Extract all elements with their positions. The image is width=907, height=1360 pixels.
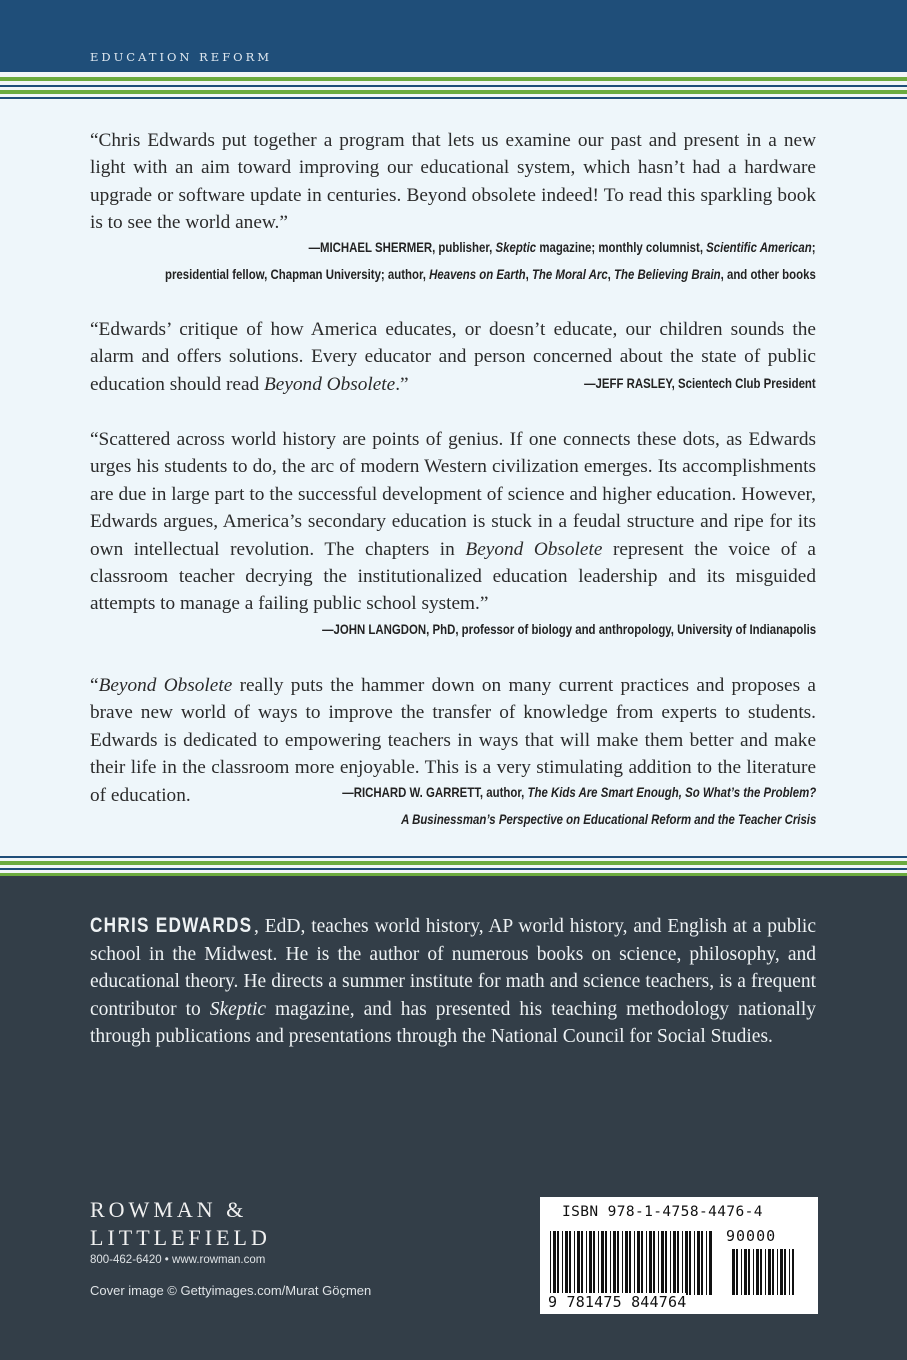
attribution-shermer-1: —MICHAEL SHERMER, publisher, Skeptic magazine; monthly columnist, Scientific American; — [309, 240, 816, 255]
barcode-bar — [741, 1249, 742, 1295]
publisher-logo-line2: LITTLEFIELD — [90, 1225, 271, 1250]
attribution-langdon: —JOHN LANGDON, PhD, professor of biology and anthropology, University of Indianapolis — [322, 622, 816, 637]
publisher-contact: 800-462-6420 • www.rowman.com — [90, 1254, 266, 1266]
barcode-bar — [649, 1231, 652, 1295]
quote-rasley: “Edwards’ critique of how America educates, or doesn’t educate, our children sounds the alarm and offers solutions. Every educator and person concerned about the state of public education should read Beyond Obsolete.” — [90, 319, 816, 395]
barcode-bar — [581, 1231, 583, 1295]
author-bio-text: , EdD, teaches world history, AP world history, and English at a public school in the Midwest. He is the author of numerous books on science, philosophy, and educational theory. He directs a summer institute for math and science teachers, is a frequent contributor to Skeptic magazine, and has presented his teaching methodology nationally through publications and presentations through the National Council for Social Studies. — [90, 916, 816, 1048]
barcode-bar — [756, 1249, 759, 1295]
barcode-bar — [694, 1231, 695, 1295]
barcode-bar — [586, 1231, 587, 1295]
barcode-bar — [772, 1249, 774, 1295]
barcode-block — [540, 1197, 818, 1314]
barcode-bar — [677, 1231, 679, 1295]
top-blue-rule — [0, 85, 907, 87]
barcode-bar — [661, 1231, 664, 1295]
barcode-bar — [622, 1231, 623, 1295]
publisher-logo-line1: ROWMAN & — [90, 1197, 248, 1222]
top-green-rule-2 — [0, 90, 907, 94]
barcode-bar — [689, 1231, 691, 1295]
isbn-text: ISBN 978-1-4758-4476-4 — [562, 1204, 763, 1220]
barcode-bar — [610, 1231, 611, 1295]
barcode-bar — [613, 1231, 616, 1295]
ean-digits: 9 781475 844764 — [548, 1293, 687, 1311]
barcode-bar — [601, 1231, 604, 1295]
barcode-bar — [760, 1249, 762, 1295]
cover-credit: Cover image © Gettyimages.com/Murat Göçmen — [90, 1283, 372, 1298]
barcode-bar — [744, 1249, 747, 1295]
barcode-bar — [753, 1249, 754, 1295]
barcode-bar — [629, 1231, 631, 1295]
quote-langdon: “Scattered across world history are points of genius. If one connects these dots, as Edwards urges his students to do, the arc of modern Western civilization emerges. Its accomplishments are due in large part to the successful development of science and higher education. However, Edwards argues, America’s secondary education is stuck in a feudal structure and ripe for its own intellectual revolution. The chapters in Beyond Obsolete represent the voice of a classroom teacher decrying the institutionalized education leadership and its misguided attempts to manage a failing public school system.” — [90, 429, 816, 615]
top-green-rule — [0, 77, 907, 81]
barcode-bar — [777, 1249, 778, 1295]
barcode-bar — [789, 1249, 790, 1295]
author-name: CHRIS EDWARDS — [90, 914, 253, 937]
barcode-bar — [553, 1231, 556, 1295]
barcode-bar — [637, 1231, 640, 1295]
barcode-bar — [780, 1249, 783, 1295]
addon-barcode-bars — [732, 1249, 794, 1295]
barcode-bar — [706, 1231, 707, 1295]
series-label: EDUCATION REFORM — [90, 50, 273, 64]
barcode-bar — [697, 1231, 700, 1295]
barcode-bar — [658, 1231, 659, 1295]
barcode-bar — [673, 1231, 676, 1295]
attribution-garrett-2: A Businessman’s Perspective on Educational Reform and the Teacher Crisis — [400, 812, 816, 827]
barcode-bar — [605, 1231, 607, 1295]
barcode-bar — [562, 1231, 563, 1295]
barcode-bar — [709, 1231, 712, 1295]
attribution-shermer-2: presidential fellow, Chapman University; author, Heavens on Earth, The Moral Arc, The Believing Brain, and other books — [165, 267, 816, 282]
barcode-bar — [670, 1231, 671, 1295]
barcode-bar — [617, 1231, 619, 1295]
top-blue-rule-2 — [0, 97, 907, 99]
barcode-bar — [625, 1231, 628, 1295]
barcode-bar — [665, 1231, 667, 1295]
barcode-bar — [792, 1249, 794, 1295]
barcode-bar — [589, 1231, 592, 1295]
barcode-bar — [732, 1249, 735, 1295]
attribution-rasley: —JEFF RASLEY, Scientech Club President — [584, 376, 816, 391]
bottom-green-rule — [0, 861, 907, 865]
barcode-bar — [577, 1231, 580, 1295]
barcode-bar — [701, 1231, 703, 1295]
barcode-bar — [574, 1231, 575, 1295]
price-code: 90000 — [726, 1227, 777, 1245]
barcode-bar — [682, 1231, 683, 1295]
bottom-blue-rule — [0, 856, 907, 858]
barcode-bar — [736, 1249, 738, 1295]
barcode-bar — [646, 1231, 647, 1295]
ean-barcode-bars — [550, 1231, 712, 1295]
author-bio — [90, 912, 816, 1051]
barcode-bar — [569, 1231, 571, 1295]
barcode-bar — [634, 1231, 635, 1295]
barcode-bar — [641, 1231, 643, 1295]
bottom-blue-rule-2 — [0, 868, 907, 870]
barcode-bar — [598, 1231, 599, 1295]
barcode-bar — [784, 1249, 786, 1295]
barcode-bar — [748, 1249, 750, 1295]
barcode-bar — [557, 1231, 559, 1295]
barcode-bar — [765, 1249, 766, 1295]
barcode-bar — [550, 1231, 551, 1295]
barcode-bar — [768, 1249, 771, 1295]
barcode-bar — [685, 1231, 688, 1295]
attribution-garrett-1: —RICHARD W. GARRETT, author, The Kids Are Smart Enough, So What’s the Problem? — [342, 785, 816, 800]
quote-garrett: “Beyond Obsolete really puts the hammer down on many current practices and proposes a brave new world of ways to improve the transfer of knowledge from experts to students. Edwards is dedicated to empowering teachers in ways that will make them better and make their life in the classroom more enjoyable. This is a very stimulating addition to the literature of education. — [90, 675, 816, 806]
barcode-bar — [565, 1231, 568, 1295]
quote-shermer: “Chris Edwards put together a program that lets us examine our past and present in a new light with an aim toward improving our educational system, which hasn’t had a hardware upgrade or software update in centuries. Beyond obsolete indeed! To read this sparkling book is to see the world anew.” — [90, 130, 816, 234]
barcode-bar — [653, 1231, 655, 1295]
barcode-bar — [593, 1231, 595, 1295]
